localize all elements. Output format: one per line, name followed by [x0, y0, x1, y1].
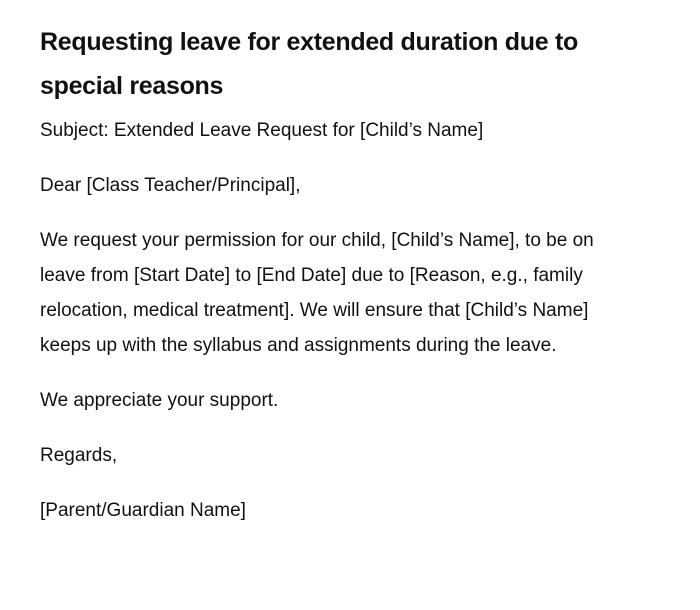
- closing-line: Regards,: [40, 445, 118, 466]
- body-paragraph: We request your permission for our child, [Child’s Name], to be on leave from [Start Date] to [End Date] due to [Reason, e.g., family relocation, medical treatment]. We will ensure that [Child’s Name] keeps up with the syllabus and assignments during the leave.: [40, 230, 594, 356]
- appreciation-line: We appreciate your support.: [40, 390, 279, 411]
- signature-line: [Parent/Guardian Name]: [40, 500, 246, 521]
- subject-line: Subject: Extended Leave Request for [Child’s Name]: [40, 120, 484, 141]
- greeting-line: Dear [Class Teacher/Principal],: [40, 175, 301, 196]
- document-title: Requesting leave for extended duration due to special reasons: [40, 28, 578, 100]
